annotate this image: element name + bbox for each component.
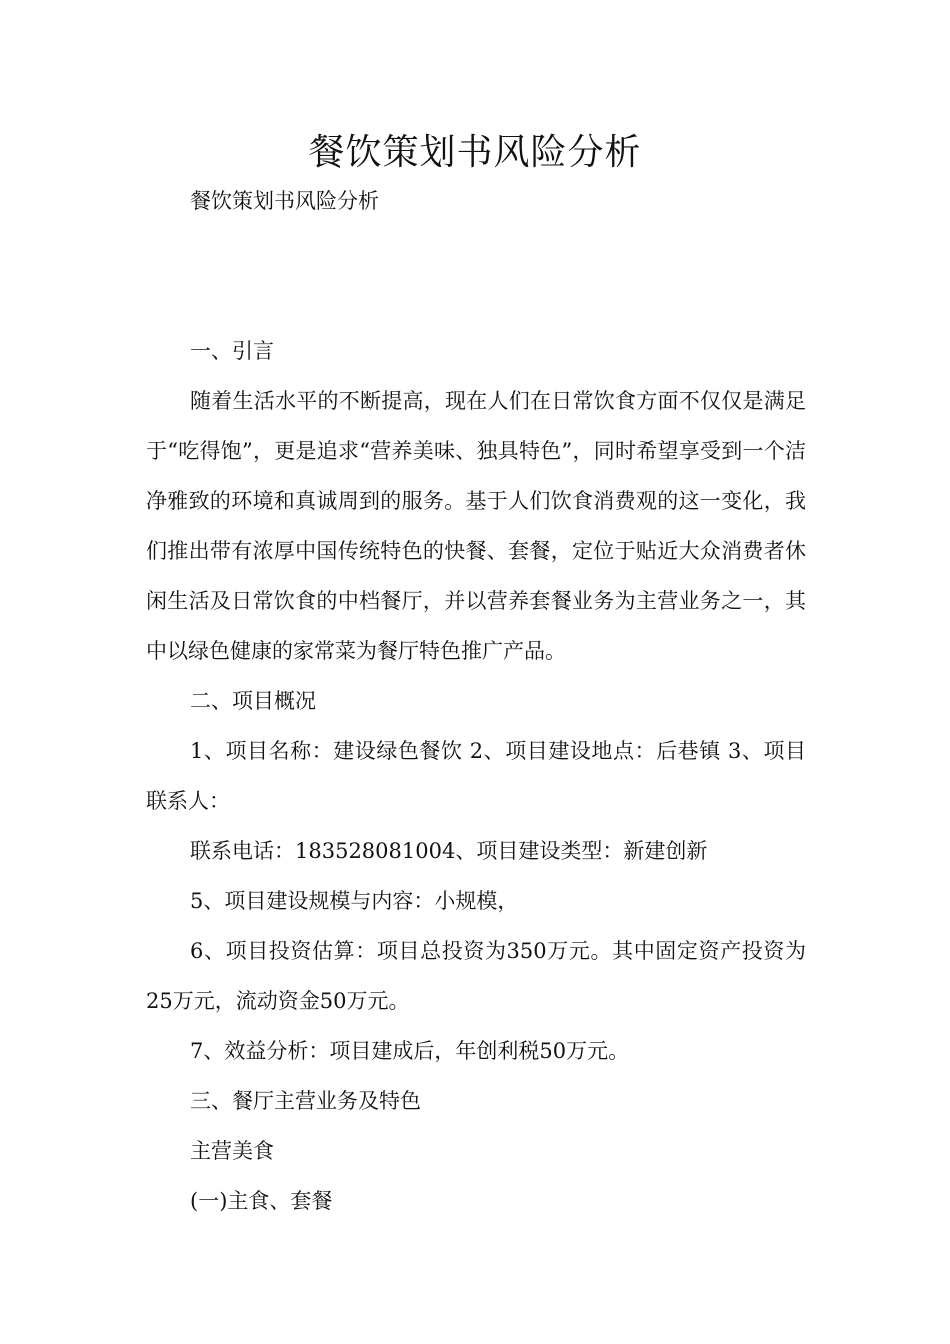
project-item-phone-type: 联系电话：183528081004、项目建设类型：新建创新 bbox=[190, 839, 708, 863]
project-item-investment: 6、项目投资估算：项目总投资为350万元。其中固定资产投资为25万元，流动资金50万元。 bbox=[146, 939, 806, 1013]
subheading-main-food: 主营美食 bbox=[190, 1139, 274, 1163]
project-item-scale: 5、项目建设规模与内容：小规模， bbox=[190, 889, 519, 913]
section-heading-introduction: 一、引言 bbox=[190, 339, 274, 363]
project-item-benefit: 7、效益分析：项目建成后，年创利税50万元。 bbox=[190, 1039, 630, 1063]
introduction-paragraph: 随着生活水平的不断提高，现在人们在日常饮食方面不仅仅是满足于“吃得饱”，更是追求“营养美味、独具特色”，同时希望享受到一个洁净雅致的环境和真诚周到的服务。基于人们饮食消费观的这一变化，我们推出带有浓厚中国传统特色的快餐、套餐，定位于贴近大众消费者休闲生活及日常饮食的中档餐厅，并以营养套餐业务为主营业务之一，其中以绿色健康的家常菜为餐厅特色推广产品。 bbox=[146, 389, 806, 663]
section-heading-project-overview: 二、项目概况 bbox=[190, 689, 316, 713]
subtitle-paragraph: 餐饮策划书风险分析 bbox=[190, 189, 379, 213]
blank-line bbox=[146, 226, 806, 276]
section-heading-main-business: 三、餐厅主营业务及特色 bbox=[190, 1089, 421, 1113]
project-item-name-location-contact: 1、项目名称：建设绿色餐饮 2、项目建设地点：后巷镇 3、项目联系人： bbox=[146, 739, 806, 813]
subheading-staple-set-meal: (一)主食、套餐 bbox=[190, 1189, 333, 1213]
blank-line bbox=[146, 276, 806, 326]
document-body bbox=[146, 176, 806, 1226]
document-title: 餐饮策划书风险分析 bbox=[308, 132, 642, 173]
